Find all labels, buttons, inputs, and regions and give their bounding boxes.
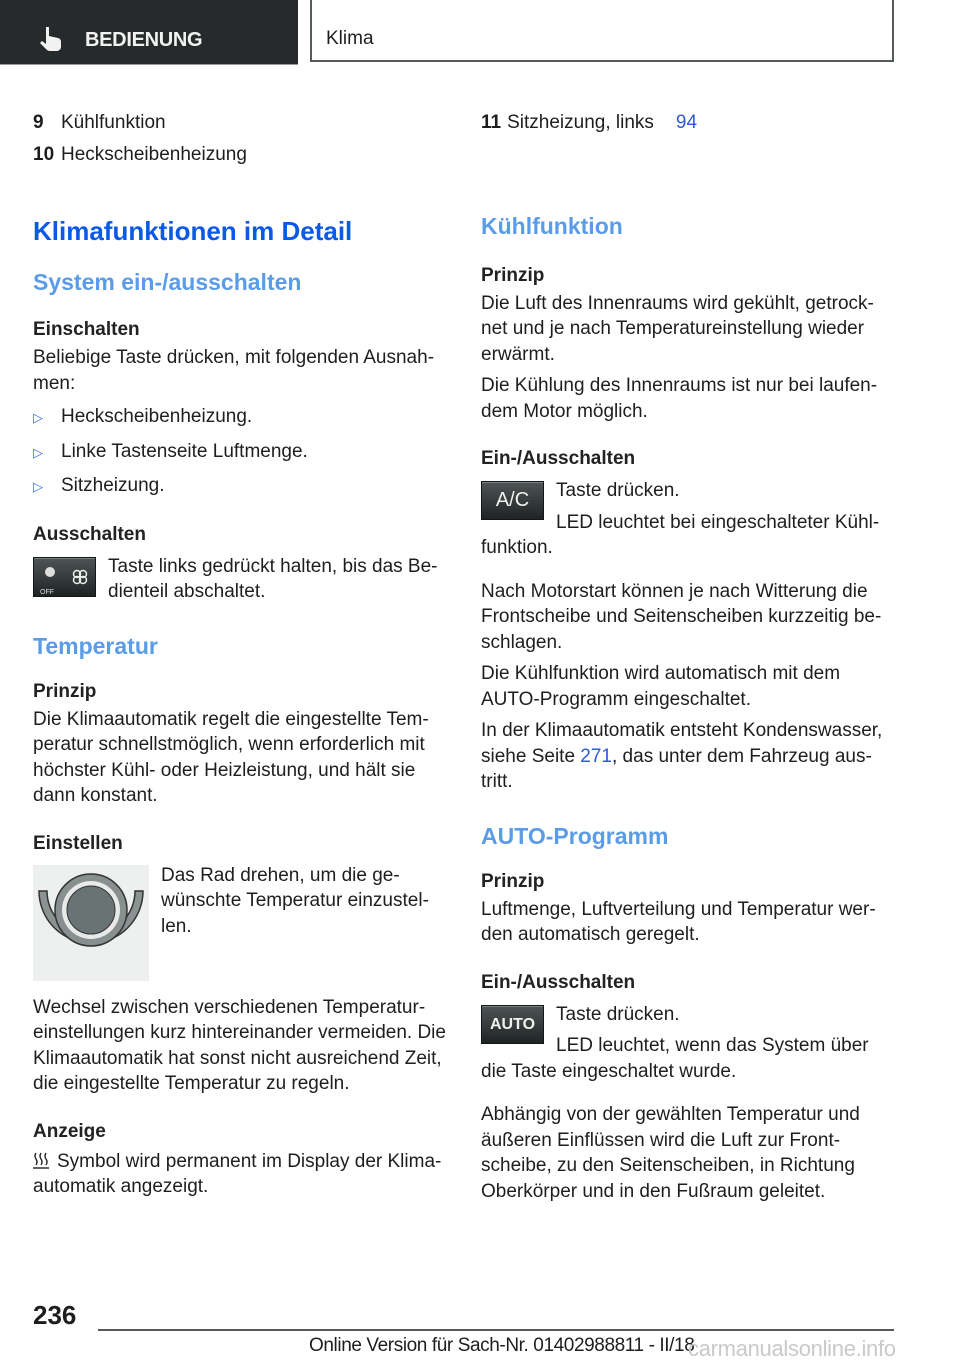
list-item	[33, 473, 448, 500]
exception-list	[33, 404, 448, 500]
auto-p-end: Abhängig von der gewählten Temperatur und äußeren Einflüssen wird die Luft zur Front-scheibe, zu den Seitenscheiben, in Richtung Oberkörper und in den Fußraum geleitet.	[481, 1104, 860, 1202]
legend-text: Heckscheibenheizung	[61, 143, 247, 165]
heading-anzeige: Anzeige	[33, 1120, 106, 1142]
legend-text: Kühlfunktion	[61, 112, 166, 133]
temperature-dial-image	[33, 865, 149, 981]
section-title-system: System ein-/ausschalten	[33, 269, 302, 295]
heading-prinzip: Prinzip	[481, 870, 545, 892]
left-column	[33, 110, 448, 1200]
legend-list-right	[481, 110, 896, 136]
legend-item	[33, 110, 448, 136]
right-column	[481, 110, 896, 1204]
kuehl-p5-text: In der Klimaautomatik entsteht Kondenswasser, siehe Seite	[481, 720, 883, 767]
einschalten-text: Beliebige Taste drücken, mit folgenden Ausnah-men:	[33, 347, 435, 394]
legend-number: 11	[481, 112, 502, 133]
legend-number: 10	[33, 143, 55, 165]
footer-divider	[98, 1329, 894, 1331]
temperatur-prinzip-text: Die Klimaautomatik regelt die eingestellte Tem-peratur schnellstmöglich, wenn erforderlich mit höchster Kühl- oder Heizleistung, und hält sie dann konstant.	[33, 708, 429, 806]
legend-list-left	[33, 110, 448, 167]
section-title-kuehlfunktion: Kühlfunktion	[481, 212, 623, 239]
version-text: Online Version für Sach-Nr. 01402988811 - II/18	[309, 1335, 695, 1356]
legend-text: Sitzheizung, links	[507, 112, 654, 133]
legend-item	[33, 142, 448, 168]
heading-prinzip: Prinzip	[33, 680, 97, 702]
section-tab	[0, 0, 298, 65]
einstellen-block	[33, 865, 448, 981]
ac-block	[481, 478, 896, 561]
kuehl-p3: Nach Motorstart können je nach Witterung die Frontscheibe und Seitenscheiben kurzzeitig be-schlagen.	[481, 580, 882, 653]
chapter-label: Klima	[326, 28, 374, 49]
kuehl-p5	[481, 718, 896, 795]
hand-pointer-icon	[40, 27, 62, 51]
section-label: BEDIENUNG	[85, 29, 203, 51]
heading-ein-ausschalten: Ein-/Ausschalten	[481, 448, 636, 469]
fan-icon	[72, 569, 88, 585]
heading-einstellen: Einstellen	[33, 832, 123, 854]
ausschalten-text: Taste links gedrückt halten, bis das Be-dienteil abschaltet.	[108, 555, 438, 602]
auto-block	[481, 1002, 896, 1085]
ac-button-image: A/C	[481, 481, 544, 520]
einstellen-note: Wechsel zwischen verschiedenen Temperatur-einstellungen kurz hintereinander vermeiden. Die Klimaautomatik hat sonst nicht ausreichend Zeit, die eingestellte Temperatur zu regeln.	[33, 996, 446, 1094]
watermark: carmanualsonline.info	[688, 1336, 896, 1361]
anzeige-text	[33, 1149, 448, 1200]
fan-icon	[44, 566, 56, 578]
page-number: 236	[33, 1300, 77, 1330]
heading-ein-ausschalten: Ein-/Ausschalten	[481, 971, 636, 993]
list-item-text: Heckscheibenheizung.	[61, 406, 253, 427]
ac-line2: LED leuchtet bei eingeschalteter Kühl-funktion.	[481, 511, 880, 558]
heading-prinzip: Prinzip	[481, 264, 545, 286]
triangle-bullet-icon: ▷	[33, 444, 43, 460]
ausschalten-block	[33, 554, 448, 605]
legend-item	[481, 110, 896, 136]
einstellen-text: Das Rad drehen, um die ge-wünschte Temperatur einzustel-len.	[161, 864, 429, 937]
heading-ausschalten: Ausschalten	[33, 523, 146, 545]
kuehl-prinzip-p2: Die Kühlung des Innenraums ist nur bei laufen-dem Motor möglich.	[481, 375, 878, 422]
fan-off-button-image	[33, 557, 96, 597]
list-item-text: Sitzheizung.	[61, 475, 165, 496]
auto-button-image: AUTO	[481, 1005, 544, 1044]
heading-einschalten: Einschalten	[33, 319, 140, 340]
off-label: OFF	[40, 588, 54, 596]
kuehl-prinzip-p1: Die Luft des Innenraums wird gekühlt, getrock-net und je nach Temperatureinstellung wieder erwärmt.	[481, 292, 874, 365]
section-title-auto-programm: AUTO-Programm	[481, 822, 669, 849]
list-item	[33, 404, 448, 431]
chapter-tab	[310, 0, 894, 62]
list-item	[33, 439, 448, 466]
legend-number: 9	[33, 112, 44, 133]
heat-waves-icon	[33, 1151, 49, 1169]
auto-line1: Taste drücken.	[556, 1003, 680, 1025]
auto-line2: LED leuchtet, wenn das System über die Taste eingeschaltet wurde.	[481, 1035, 869, 1082]
main-title: Klimafunktionen im Detail	[33, 216, 353, 246]
anzeige-text-content: Symbol wird permanent im Display der Klima-automatik angezeigt.	[33, 1150, 442, 1197]
list-item-text: Linke Tastenseite Luftmenge.	[61, 440, 308, 462]
kuehl-p5-text: , das unter dem Fahrzeug aus-tritt.	[481, 745, 872, 792]
page-reference-link[interactable]: 94	[675, 112, 698, 133]
triangle-bullet-icon: ▷	[33, 479, 43, 494]
section-title-temperatur: Temperatur	[33, 632, 158, 659]
auto-prinzip-text: Luftmenge, Luftverteilung und Temperatur wer-den automatisch geregelt.	[481, 898, 876, 945]
kuehl-p4: Die Kühlfunktion wird automatisch mit dem AUTO-Programm eingeschaltet.	[481, 663, 841, 710]
triangle-bullet-icon: ▷	[33, 410, 43, 425]
page-reference-link[interactable]: 271	[580, 745, 612, 767]
ac-line1: Taste drücken.	[556, 480, 680, 501]
